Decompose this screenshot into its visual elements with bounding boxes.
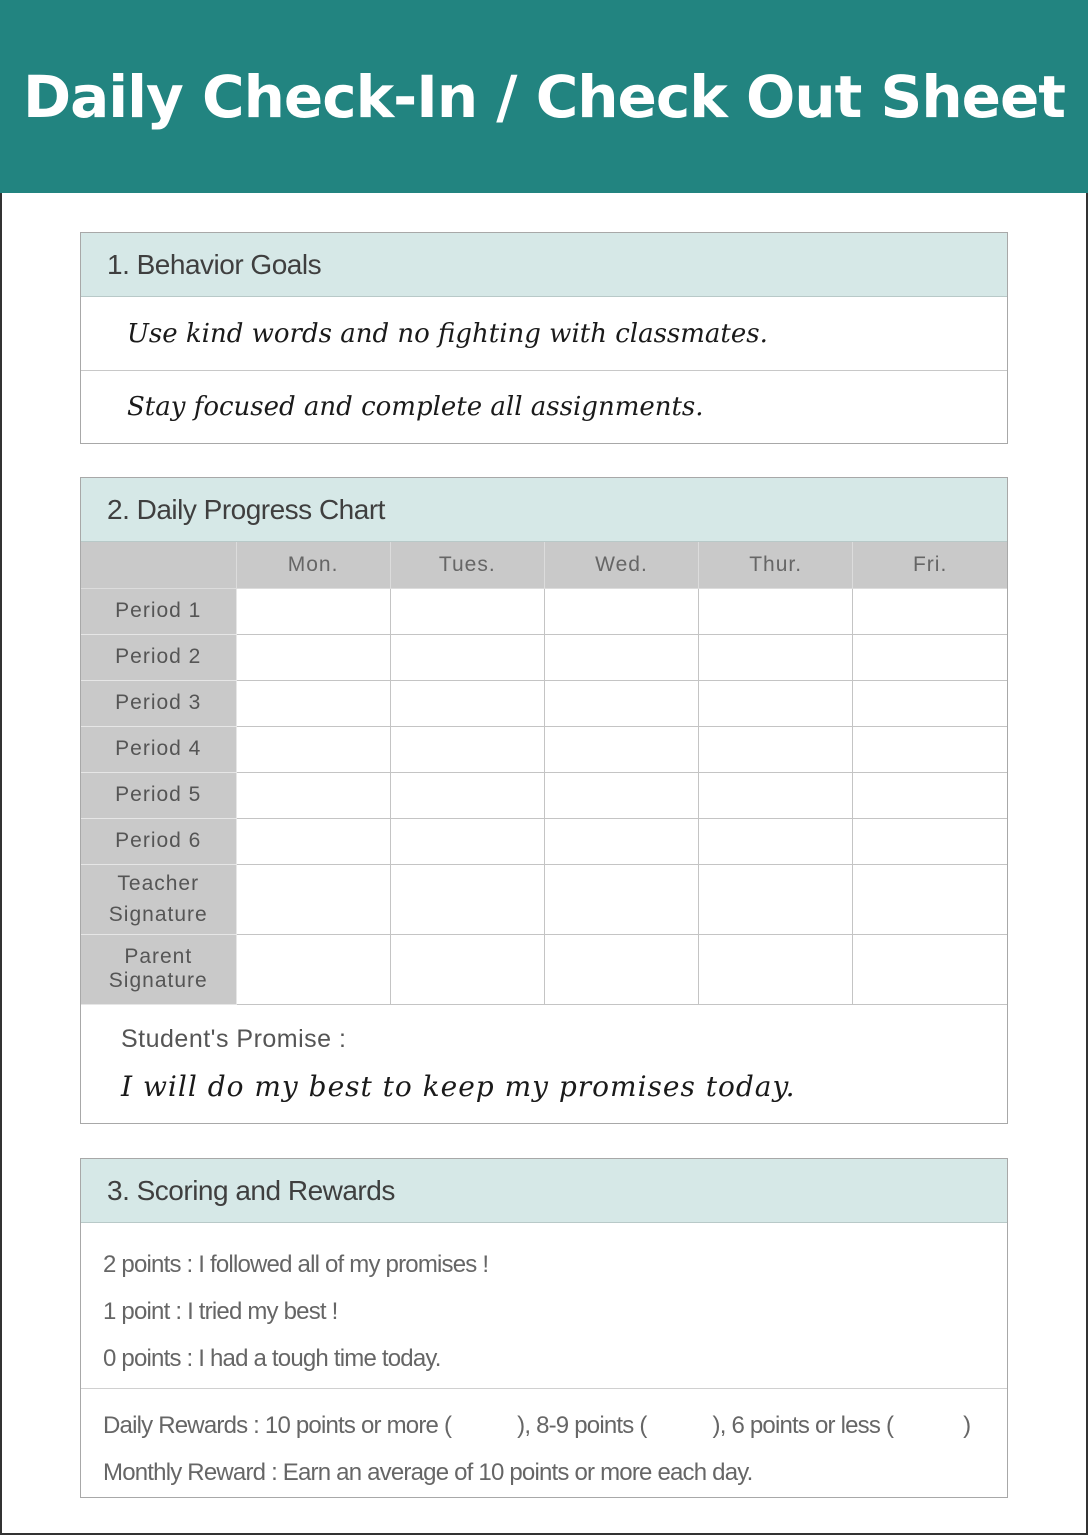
behavior-goals-section (80, 232, 1008, 444)
parent-label-line-2: Signature (108, 969, 208, 992)
score-cell[interactable] (236, 634, 390, 680)
header-banner (0, 0, 1088, 193)
score-cell[interactable] (236, 772, 390, 818)
score-cell[interactable] (699, 818, 853, 864)
signature-cell[interactable] (699, 934, 853, 1004)
table-row (81, 680, 1007, 726)
behavior-goals-heading: 1. Behavior Goals (81, 233, 1007, 297)
table-row (81, 588, 1007, 634)
signature-cell[interactable] (390, 934, 544, 1004)
score-cell[interactable] (853, 634, 1007, 680)
signature-cell[interactable] (544, 934, 698, 1004)
table-row (81, 934, 1007, 1004)
promise-label: Student's Promise : (121, 1024, 347, 1053)
progress-chart-section (80, 477, 1008, 1124)
points-1: 1 point : I tried my best ! (103, 1298, 338, 1325)
score-cell[interactable] (853, 818, 1007, 864)
parent-label-line-1: Parent (124, 944, 193, 968)
signature-cell[interactable] (236, 934, 390, 1004)
progress-chart-heading: 2. Daily Progress Chart (81, 478, 1007, 542)
score-cell[interactable] (390, 818, 544, 864)
score-cell[interactable] (699, 772, 853, 818)
score-cell[interactable] (390, 772, 544, 818)
score-cell[interactable] (544, 680, 698, 726)
page-title: Daily Check-In / Check Out Sheet (22, 62, 1066, 131)
score-cell[interactable] (853, 772, 1007, 818)
signature-cell[interactable] (236, 864, 390, 934)
row-label-teacher-signature (81, 864, 236, 934)
signature-cell[interactable] (699, 864, 853, 934)
table-corner (81, 542, 236, 588)
row-label-period-3: Period 3 (81, 680, 236, 726)
score-cell[interactable] (699, 680, 853, 726)
student-promise (81, 1005, 1007, 1103)
day-header-thur: Thur. (699, 542, 853, 588)
score-cell[interactable] (236, 588, 390, 634)
points-list (81, 1223, 1007, 1389)
table-row (81, 726, 1007, 772)
score-cell[interactable] (390, 680, 544, 726)
score-cell[interactable] (236, 818, 390, 864)
row-label-period-6: Period 6 (81, 818, 236, 864)
score-cell[interactable] (544, 772, 698, 818)
score-cell[interactable] (544, 634, 698, 680)
points-0: 0 points : I had a tough time today. (103, 1345, 441, 1372)
row-label-parent-signature (81, 934, 236, 1004)
score-cell[interactable] (699, 726, 853, 772)
row-label-period-1: Period 1 (81, 588, 236, 634)
scoring-heading: 3. Scoring and Rewards (81, 1159, 1007, 1223)
row-label-period-4: Period 4 (81, 726, 236, 772)
scoring-section (80, 1158, 1008, 1498)
promise-text[interactable]: I will do my best to keep my promises today. (121, 1069, 796, 1103)
day-header-tues: Tues. (390, 542, 544, 588)
daily-rewards (103, 1403, 1007, 1450)
teacher-label-line-1: Teacher (117, 871, 200, 895)
goal-1[interactable]: Use kind words and no fighting with classmates. (127, 318, 768, 349)
score-cell[interactable] (236, 726, 390, 772)
signature-cell[interactable] (390, 864, 544, 934)
row-label-period-2: Period 2 (81, 634, 236, 680)
day-header-fri: Fri. (853, 542, 1007, 588)
goal-2[interactable]: Stay focused and complete all assignments. (81, 370, 1007, 443)
progress-table (81, 542, 1007, 1005)
signature-cell[interactable] (853, 864, 1007, 934)
daily-rewards-mid2: ), 6 points or less ( (712, 1412, 894, 1439)
table-row (81, 818, 1007, 864)
score-cell[interactable] (544, 818, 698, 864)
score-cell[interactable] (544, 588, 698, 634)
score-cell[interactable] (390, 634, 544, 680)
day-header-mon: Mon. (236, 542, 390, 588)
score-cell[interactable] (544, 726, 698, 772)
score-cell[interactable] (853, 588, 1007, 634)
rewards-block (81, 1389, 1007, 1497)
score-cell[interactable] (699, 634, 853, 680)
signature-cell[interactable] (544, 864, 698, 934)
day-header-wed: Wed. (544, 542, 698, 588)
score-cell[interactable] (853, 726, 1007, 772)
daily-rewards-label: Daily Rewards : 10 points or more ( (103, 1412, 452, 1439)
score-cell[interactable] (236, 680, 390, 726)
score-cell[interactable] (390, 588, 544, 634)
monthly-reward: Monthly Reward : Earn an average of 10 points or more each day. (103, 1459, 753, 1486)
row-label-period-5: Period 5 (81, 772, 236, 818)
score-cell[interactable] (853, 680, 1007, 726)
table-row (81, 772, 1007, 818)
daily-rewards-end: ) (963, 1412, 971, 1439)
points-2: 2 points : I followed all of my promises ! (103, 1251, 489, 1278)
score-cell[interactable] (390, 726, 544, 772)
table-row (81, 634, 1007, 680)
table-row (81, 864, 1007, 934)
teacher-label-line-2: Signature (108, 903, 208, 926)
score-cell[interactable] (699, 588, 853, 634)
daily-rewards-mid1: ), 8-9 points ( (517, 1412, 647, 1439)
signature-cell[interactable] (853, 934, 1007, 1004)
